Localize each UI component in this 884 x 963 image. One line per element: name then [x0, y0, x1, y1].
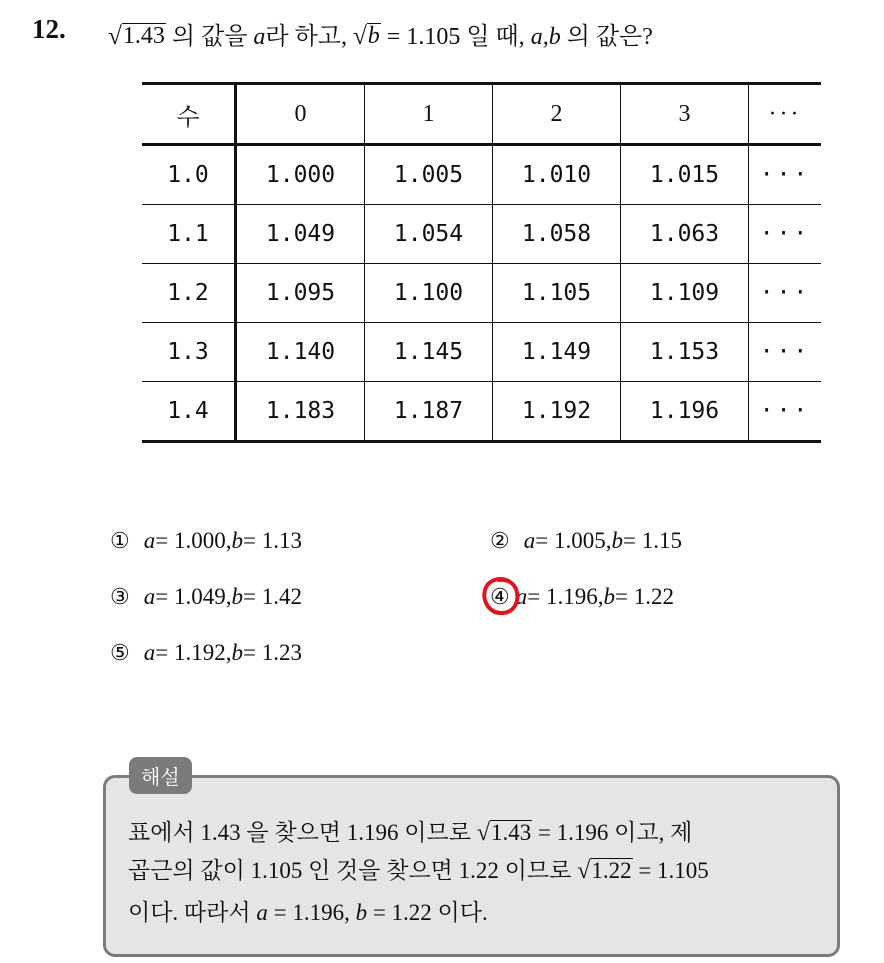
var-b: b: [355, 900, 368, 925]
question-text-part4: 의 값은?: [560, 24, 653, 50]
table-cell: 1.149: [493, 323, 621, 382]
choice-b-value: = 1.13: [242, 528, 302, 553]
table-cell: 1.0: [142, 145, 236, 205]
explanation-text: 표에서 1.43 을 찾으면 1.196 이므로: [128, 820, 477, 845]
sqrt-expression: √ 1.43: [108, 23, 165, 50]
choice-a-value: = 1.192,: [155, 640, 232, 665]
var-b: b: [367, 23, 380, 50]
table-cell: 1.4: [142, 382, 236, 442]
table-cell: 1.005: [365, 145, 493, 205]
table-header-cell: 0: [236, 84, 365, 145]
choice-number: ④: [490, 584, 510, 609]
table-cell: 1.000: [236, 145, 365, 205]
table-cell: ···: [749, 145, 822, 205]
explanation-line-3: [128, 894, 488, 927]
choice-3[interactable]: [110, 584, 302, 610]
table-cell: 1.3: [142, 323, 236, 382]
table-cell: 1.063: [621, 205, 749, 264]
explanation-text: 이다. 따라서: [128, 900, 257, 925]
table-cell: 1.192: [493, 382, 621, 442]
sqrt-expression: √ 1.43: [476, 819, 532, 846]
choice-var-a: a: [143, 528, 156, 553]
table-cell: 1.183: [236, 382, 365, 442]
table-header-cell: 1: [365, 84, 493, 145]
choice-var-b: b: [611, 528, 623, 553]
table-cell: ···: [749, 264, 822, 323]
choice-b-value: = 1.15: [622, 528, 682, 553]
square-root-table: [142, 82, 821, 443]
explanation-text: = 1.22 이다.: [367, 900, 488, 925]
table-cell: ···: [749, 323, 822, 382]
question-text-part1: 의 값을: [165, 24, 254, 50]
table-cell: 1.058: [493, 205, 621, 264]
answer-circle-mark: [480, 574, 522, 618]
table-cell: ···: [749, 205, 822, 264]
table-row: [142, 323, 821, 382]
choice-var-b: b: [231, 584, 243, 609]
choice-b-value: = 1.42: [242, 584, 302, 609]
explanation-text: = 1.196 이고, 제: [532, 820, 693, 845]
choice-a-value: = 1.005,: [535, 528, 612, 553]
table-cell: 1.049: [236, 205, 365, 264]
choice-var-b: b: [231, 640, 243, 665]
choice-1[interactable]: [110, 528, 302, 554]
table-cell: 1.054: [365, 205, 493, 264]
choice-5[interactable]: [110, 640, 302, 666]
table-cell: 1.187: [365, 382, 493, 442]
var-a: a: [253, 24, 266, 50]
choice-b-value: = 1.23: [242, 640, 302, 665]
table-cell: 1.109: [621, 264, 749, 323]
table-row: [142, 205, 821, 264]
explanation-text: 곱근의 값이 1.105 인 것을 찾으면 1.22 이므로: [128, 858, 578, 883]
explanation-text: = 1.196,: [267, 900, 356, 925]
table-cell: 1.140: [236, 323, 365, 382]
choice-var-b: b: [603, 584, 615, 609]
choice-a-value: = 1.049,: [155, 584, 232, 609]
table-header-cell: 수: [142, 84, 236, 145]
choice-number: ③: [110, 584, 130, 609]
choice-var-a: a: [523, 528, 536, 553]
table-header-cell: 3: [621, 84, 749, 145]
choice-2[interactable]: [490, 528, 682, 554]
table-cell: ···: [749, 382, 822, 442]
table-header-cell: 2: [493, 84, 621, 145]
table-row: [142, 145, 821, 205]
table-row: [142, 382, 821, 442]
table-cell: 1.100: [365, 264, 493, 323]
sqrt-radicand: 1.43: [490, 820, 532, 846]
explanation-text: = 1.105: [632, 858, 709, 883]
table-cell: 1.095: [236, 264, 365, 323]
question-text-part3: = 1.105 일 때,: [380, 24, 531, 50]
choice-b-value: = 1.22: [614, 584, 674, 609]
table-cell: 1.015: [621, 145, 749, 205]
choice-number: ⑤: [110, 640, 130, 665]
table-cell: 1.105: [493, 264, 621, 323]
choice-var-a: a: [143, 640, 156, 665]
table-cell: 1.145: [365, 323, 493, 382]
choice-var-a: a: [143, 584, 156, 609]
sqrt-radicand: 1.22: [591, 858, 632, 884]
table-cell: 1.1: [142, 205, 236, 264]
table-header-cell: ···: [749, 84, 822, 145]
explanation-tag: 해설: [129, 757, 192, 794]
question-text: [108, 16, 653, 51]
table-row: [142, 264, 821, 323]
vars-ab: a,b: [530, 24, 561, 50]
choice-a-value: = 1.000,: [155, 528, 232, 553]
table-cell: 1.010: [493, 145, 621, 205]
table-cell: 1.153: [621, 323, 749, 382]
table-cell: 1.196: [621, 382, 749, 442]
sqrt-b-expression: √ b: [352, 23, 380, 50]
explanation-line-2: [128, 852, 709, 885]
choice-number: ①: [110, 528, 130, 553]
question-text-part2: 라 하고,: [265, 24, 353, 50]
sqrt-expression: √ 1.22: [577, 857, 632, 884]
explanation-line-1: [128, 814, 692, 847]
choice-var-a: a: [515, 584, 528, 609]
sqrt-radicand: 1.43: [122, 23, 165, 50]
choice-var-b: b: [231, 528, 243, 553]
question-number: 12.: [32, 14, 66, 44]
table-cell: 1.2: [142, 264, 236, 323]
table-header-row: [142, 84, 821, 145]
var-a: a: [256, 900, 268, 925]
choice-number: ②: [490, 528, 510, 553]
choice-a-value: = 1.196,: [527, 584, 604, 609]
